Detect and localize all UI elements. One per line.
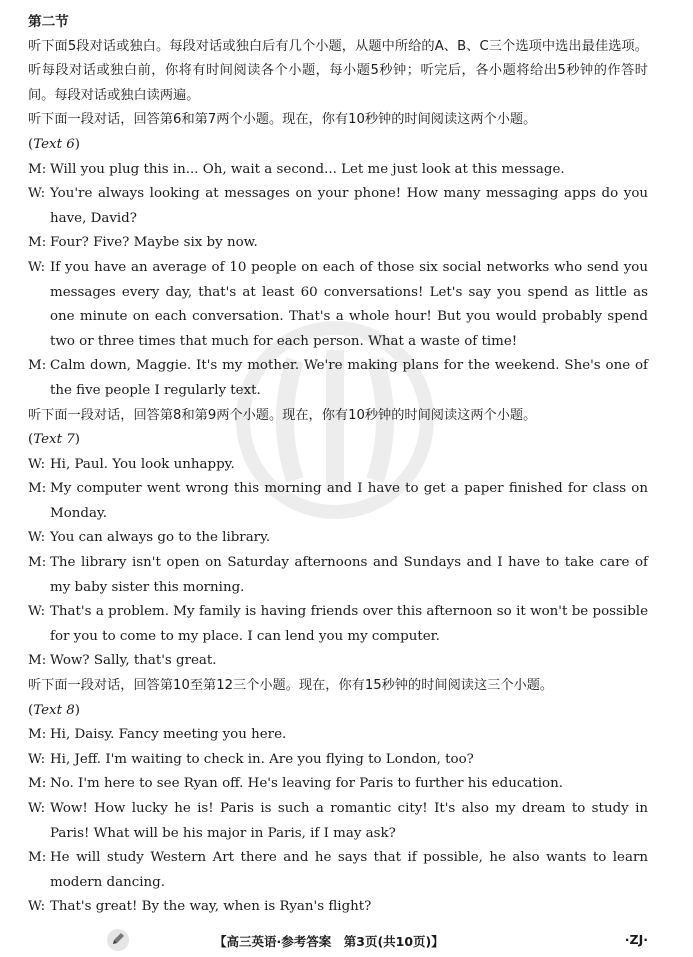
utterance-text: You're always looking at messages on your phone! How many messaging apps do you have, David? [50,186,648,226]
utterance-text: That's a problem. My family is having friends over this afternoon so it won't be possible for you to come to my place. I can lend you my computer. [50,604,648,644]
footer-code: ·ZJ· [624,932,648,947]
dialogue-blocks [28,108,648,920]
dialogue-line [28,256,648,354]
text-label-value: Text 6 [33,136,75,152]
speaker-label: W: [28,801,46,816]
speaker-label: W: [28,456,46,472]
pencil-icon [106,928,130,952]
speaker-label: W: [28,259,46,275]
dialogue-line [28,526,648,551]
text-label-value: Text 7 [33,432,75,448]
dialogue-line [28,797,648,846]
speaker-label: W: [28,186,46,202]
dialogue-line [28,453,648,478]
speaker-label: M: [28,727,47,743]
dialogue-line [28,551,648,600]
text-label: (Text 7) [28,432,80,448]
utterance-text: Wow? Sally, that's great. [50,653,217,669]
dialogue-line [28,723,648,748]
footer-title: 【高三英语·参考答案 第3页(共10页)】 [214,934,444,949]
dialogue-line [28,354,648,403]
dialogue-line [28,231,648,256]
speaker-label: M: [28,653,47,669]
utterance-text: Hi, Jeff. I'm waiting to check in. Are you flying to London, too? [50,751,474,767]
utterance-text: If you have an average of 10 people on each of those six social networks who send you messages every day, that's at least 60 conversations! Let's say you spend as little as one minute on each conversation. That's a whole hour! But you would probably spend two or three times that much for each person. What a waste of time! [50,259,648,349]
utterance-text: Will you plug this in... Oh, wait a second... Let me just look at this message. [50,161,565,177]
speaker-label: M: [28,555,47,571]
dialogue-line [28,748,648,773]
text-label-value: Text 8 [33,702,75,718]
utterance-text: You can always go to the library. [50,530,271,546]
utterance-text: Hi, Paul. You look unhappy. [50,456,235,472]
section-title: 第二节 [28,14,69,30]
page-footer [0,928,693,954]
instructions: 听下面5段对话或独白。每段对话或独白后有几个小题，从题中所给的A、B、C三个选项中选出最佳选项。听每段对话或独白前，你将有时间阅读各个小题，每小题5秒钟；听完后，各小题将给出5秒钟的作答时间。每段对话或独白读两遍。 [28,38,648,103]
dialogue-line [28,477,648,526]
speaker-label: W: [28,751,46,767]
speaker-label: W: [28,530,46,546]
utterance-text: My computer went wrong this morning and I have to get a paper finished for class on Monday. [50,481,648,521]
block-prompt: 听下面一段对话，回答第6和第7两个小题。现在，你有10秒钟的时间阅读这两个小题。 [28,112,537,128]
page-content [28,10,648,920]
utterance-text: Four? Five? Maybe six by now. [50,235,258,251]
speaker-label: M: [28,161,47,177]
block-prompt: 听下面一段对话，回答第8和第9两个小题。现在，你有10秒钟的时间阅读这两个小题。 [28,407,537,423]
utterance-text: Wow! How lucky he is! Paris is such a romantic city! It's also my dream to study in Paris! What will be his major in Paris, if I may ask? [50,801,648,841]
utterance-text: No. I'm here to see Ryan off. He's leaving for Paris to further his education. [50,776,563,792]
dialogue-line [28,895,648,920]
utterance-text: He will study Western Art there and he says that if possible, he also wants to learn modern dancing. [50,850,648,890]
dialogue-line [28,649,648,674]
speaker-label: W: [28,899,46,915]
text-label: (Text 8) [28,702,80,718]
block-prompt: 听下面一段对话，回答第10至第12三个小题。现在，你有15秒钟的时间阅读这三个小题。 [28,678,554,694]
speaker-label: M: [28,358,47,374]
text-label: (Text 6) [28,136,80,152]
speaker-label: M: [28,481,47,497]
dialogue-line [28,772,648,797]
utterance-text: Hi, Daisy. Fancy meeting you here. [50,727,287,743]
utterance-text: Calm down, Maggie. It's my mother. We're making plans for the weekend. She's one of the five people I regularly text. [50,358,648,398]
speaker-label: M: [28,235,47,251]
utterance-text: That's great! By the way, when is Ryan's flight? [50,899,372,915]
speaker-label: M: [28,850,47,866]
speaker-label: M: [28,776,47,792]
speaker-label: W: [28,604,46,620]
dialogue-line [28,182,648,231]
dialogue-line [28,600,648,649]
dialogue-line [28,846,648,895]
dialogue-line [28,158,648,183]
utterance-text: The library isn't open on Saturday afternoons and Sundays and I have to take care of my baby sister this morning. [50,555,648,595]
